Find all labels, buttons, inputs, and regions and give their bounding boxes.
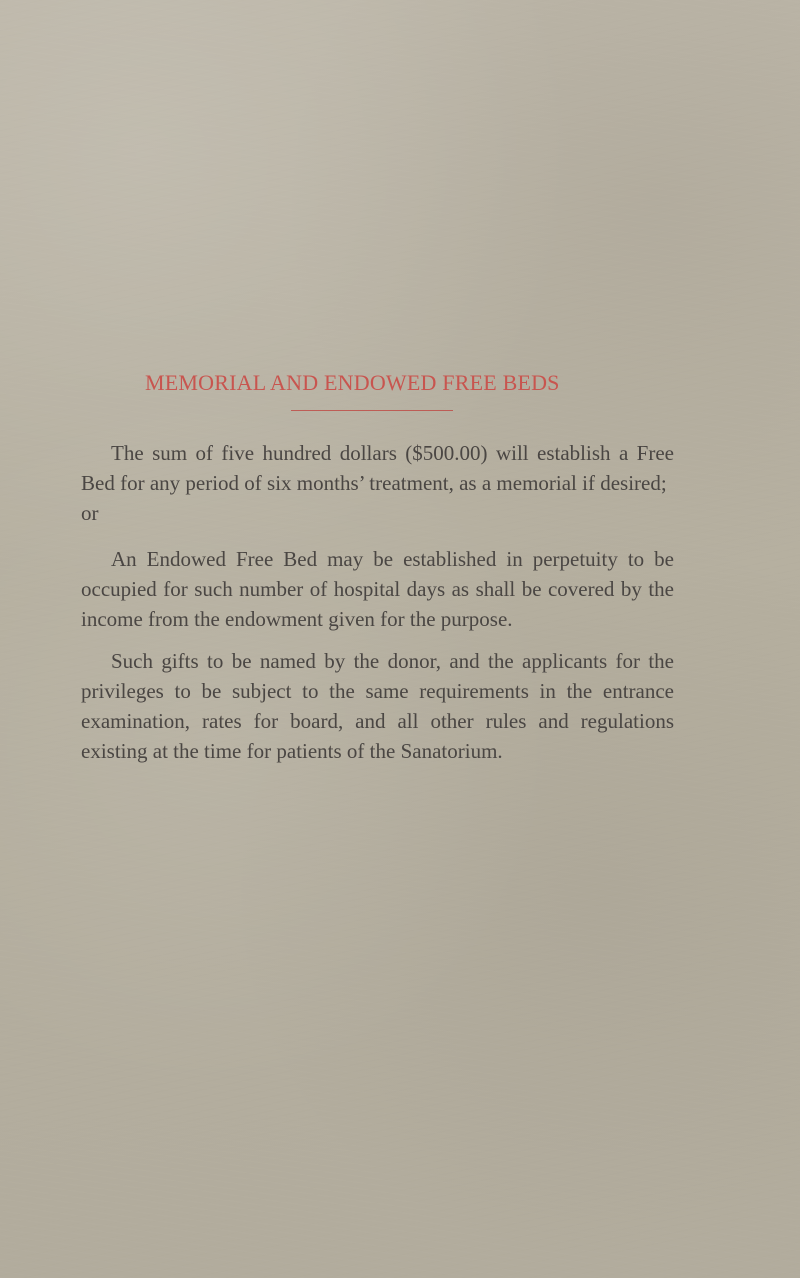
paragraph-or: or	[81, 501, 99, 525]
paragraph-1: The sum of five hundred dollars ($500.00) will establish a Free Bed for any period of six months’ treatment, as a memorial if desired;	[81, 441, 674, 495]
title-underline	[291, 410, 453, 411]
body-text	[81, 438, 674, 766]
paragraph-2: An Endowed Free Bed may be established in perpetuity to be occupied for such number of hospital days as shall be covered by the income from the endowment given for the purpose.	[81, 547, 674, 631]
page-title: MEMORIAL AND ENDOWED FREE BEDS	[145, 370, 560, 395]
paragraph-3: Such gifts to be named by the donor, and the applicants for the privileges to be subject to the same requirements in the entrance examination, rates for board, and all other rules and regulations existing at the time for patients of the Sanatorium.	[81, 649, 674, 763]
